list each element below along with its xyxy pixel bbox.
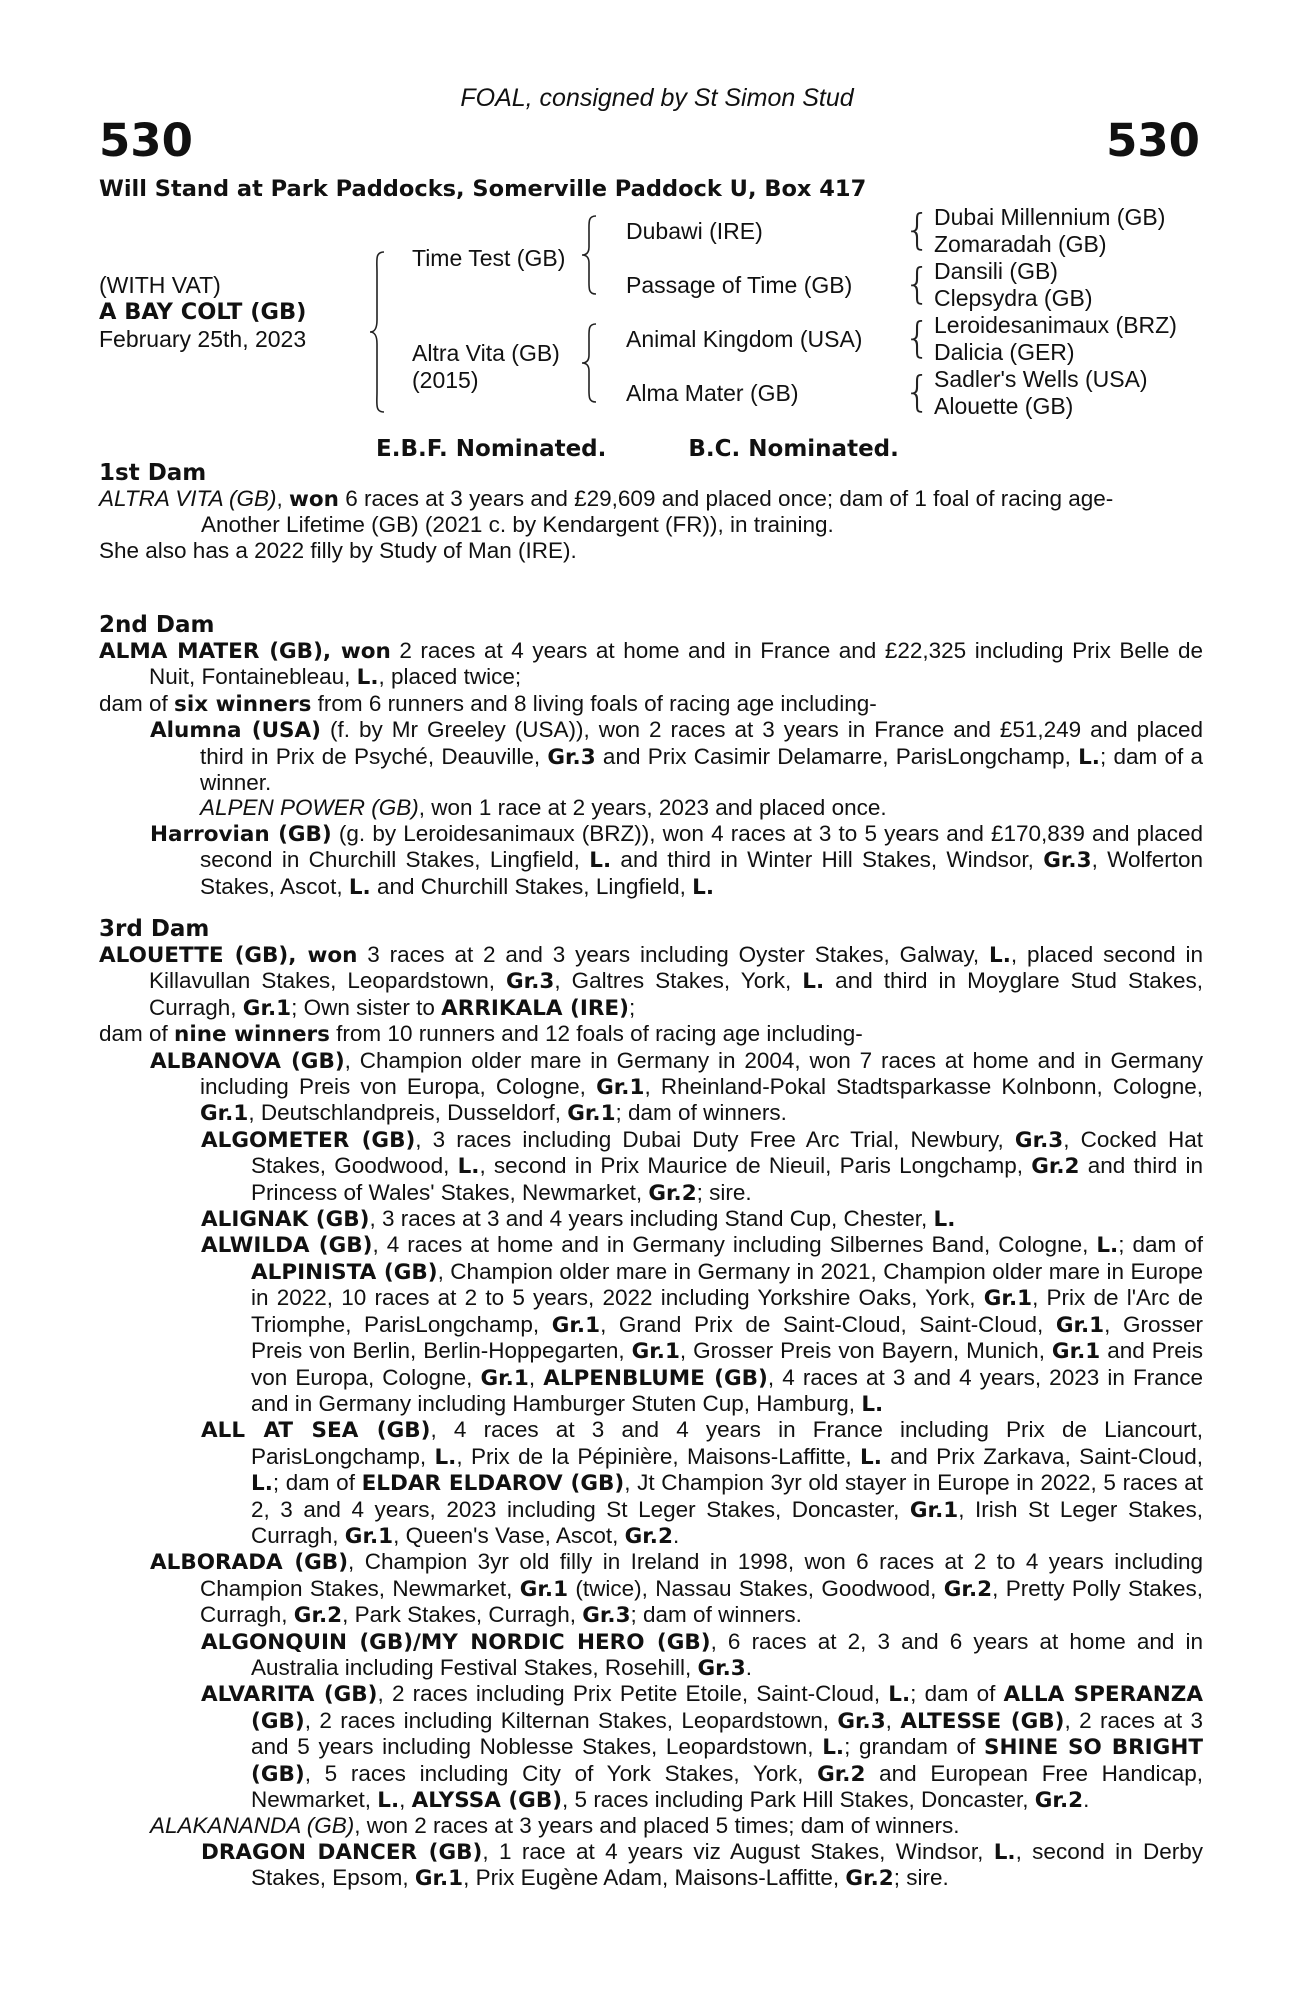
- bold-text: Gr.2: [943, 1576, 993, 1602]
- bold-text: L.: [1078, 744, 1100, 770]
- italic-text: ALPEN POWER (GB): [200, 795, 419, 821]
- bold-text: L.: [933, 1207, 956, 1233]
- bold-text: Gr.2: [648, 1180, 697, 1206]
- bold-text: Gr.1: [242, 995, 292, 1021]
- pedigree-g3-name: Dubai Millennium (GB): [934, 204, 1166, 230]
- bold-text: Gr.1: [909, 1497, 959, 1523]
- entry-text: , Deutschlandpreis, Dusseldorf,: [248, 1100, 568, 1126]
- bold-text: ALWILDA (GB): [201, 1233, 373, 1259]
- entry-text: from 10 runners and 12 foals of racing age including-: [329, 1021, 863, 1047]
- bold-text: Gr.3: [1043, 848, 1092, 874]
- entry-text: ; dam of: [910, 1681, 1004, 1707]
- bold-text: ALGOMETER (GB): [201, 1127, 416, 1153]
- entry-text: , 4 races at 3 and 4 years, 2023 in France and in Germany including Hamburger Stuten Cup, Hamburg,: [251, 1364, 1204, 1416]
- entry-text: from 6 runners and 8 living foals of racing age including-: [311, 690, 877, 716]
- pedigree-dam-year: (2015): [412, 367, 479, 393]
- entry-text: and Churchill Stakes, Lingfield,: [370, 873, 693, 899]
- entry-text: dam of: [99, 1021, 175, 1047]
- bold-text: Gr.2: [817, 1761, 866, 1787]
- bold-text: DRAGON DANCER (GB): [201, 1839, 483, 1865]
- entry-text: , Rheinland-Pokal Stadtsparkasse Kolnbonn, Cologne,: [644, 1074, 1203, 1100]
- bold-text: nine winners: [174, 1022, 330, 1048]
- bold-text: Gr.1: [1051, 1339, 1101, 1365]
- catalogue-entry: [99, 1417, 1203, 1549]
- bold-text: ALBANOVA (GB): [150, 1048, 345, 1074]
- italic-text: ALAKANANDA (GB): [150, 1813, 355, 1839]
- pedigree-g3-name: Dalicia (GER): [934, 339, 1075, 365]
- entry-text: , 3 races including Dubai Duty Free Arc Trial, Newbury,: [415, 1126, 1015, 1152]
- bold-text: Gr.1: [551, 1312, 601, 1338]
- entry-text: , placed twice;: [378, 664, 522, 690]
- entry-text: ,: [276, 486, 290, 511]
- second-dam-heading: 2nd Dam: [99, 612, 215, 638]
- bold-text: L.: [822, 1735, 845, 1761]
- pedigree-g3-name: Sadler's Wells (USA): [934, 366, 1148, 392]
- pedigree-dam: Altra Vita (GB): [412, 340, 560, 366]
- bold-text: Gr.3: [697, 1655, 746, 1681]
- bold-text: ALMA MATER (GB), won: [99, 639, 391, 664]
- catalogue-entry: [99, 1232, 1203, 1417]
- bold-text: ARRIKALA (IRE): [441, 995, 629, 1021]
- catalogue-entry: [99, 1127, 1203, 1206]
- bold-text: Gr.2: [1031, 1154, 1080, 1180]
- entry-text: , Park Stakes, Curragh,: [342, 1602, 583, 1628]
- entry-text: ,: [528, 1364, 544, 1390]
- bold-text: Gr.3: [547, 744, 596, 770]
- entry-text: ; dam of a winner.: [200, 743, 1203, 796]
- entry-text: and European Free Handicap, Newmarket,: [251, 1760, 1203, 1812]
- entry-text: (f. by Mr Greeley (USA)), won 2 races at 3 years in France and £51,249 and placed third in Prix de Psyché, Deauville,: [200, 717, 1203, 769]
- catalogue-entry: [99, 691, 1203, 717]
- pedigree-g3-name: Alouette (GB): [934, 393, 1074, 419]
- entry-text: ; Own sister to: [291, 994, 442, 1020]
- entry-text: 6 races at 3 years and £29,609 and placed once; dam of 1 foal of racing age-: [339, 486, 1114, 511]
- entry-text: , 5 races including Park Hill Stakes, Doncaster,: [562, 1787, 1035, 1812]
- entry-text: , Champion older mare in Germany in 2004, won 7 races at home and in Germany including Preis von Europa, Cologne,: [200, 1047, 1203, 1100]
- bold-text: ALIGNAK (GB): [201, 1207, 370, 1233]
- lot-number-right: 530: [1106, 114, 1200, 167]
- pedigree-brace-g3-4: {: [904, 367, 931, 416]
- entry-text: , 2 races including Kilternan Stakes, Leopardstown,: [304, 1707, 838, 1733]
- bold-text: L.: [888, 1682, 911, 1708]
- bold-text: Gr.3: [837, 1708, 886, 1734]
- catalogue-entry: [99, 1021, 1203, 1047]
- bold-text: Gr.3: [1014, 1127, 1064, 1153]
- entry-text: , won 2 races at 3 years and placed 5 times; dam of winners.: [354, 1813, 960, 1839]
- catalogue-entry: [99, 1206, 1203, 1232]
- entry-text: ; grandam of: [844, 1734, 984, 1760]
- bold-text: ALVARITA (GB): [201, 1682, 378, 1708]
- entry-text: , Grand Prix de Saint-Cloud, Saint-Cloud,: [600, 1311, 1056, 1337]
- pedigree-brace-g3-2: {: [904, 259, 931, 308]
- bold-text: ALYSSA (GB): [411, 1788, 563, 1813]
- entry-text: ; sire.: [696, 1179, 752, 1205]
- entry-text: , Grosser Preis von Berlin, Berlin-Hoppegarten,: [251, 1311, 1203, 1364]
- entry-text: , 3 races at 3 and 4 years including Stand Cup, Chester,: [369, 1206, 934, 1232]
- bold-text: ALOUETTE (GB), won: [99, 943, 358, 968]
- entry-text: (g. by Leroidesanimaux (BRZ)), won 4 races at 3 to 5 years and £170,839 and placed second in Churchill Stakes, Lingfield,: [200, 820, 1203, 873]
- third-dam-body: [99, 942, 1203, 1892]
- catalogue-entry: [99, 1549, 1203, 1628]
- pedigree-sire: Time Test (GB): [412, 245, 566, 271]
- pedigree-g3-name: Clepsydra (GB): [934, 285, 1093, 311]
- first-dam-heading: 1st Dam: [99, 460, 207, 486]
- entry-text: , Jt Champion 3yr old stayer in Europe in 2022, 5 races at 2, 3 and 4 years, 2023 including St Leger Stakes, Doncaster,: [251, 1470, 1203, 1522]
- entry-text: , 6 races at 2, 3 and 6 years at home and in Australia including Festival Stakes, Rosehill,: [251, 1628, 1203, 1680]
- catalogue-entry: [99, 538, 1203, 563]
- bold-text: Gr.2: [293, 1603, 343, 1629]
- bold-text: L.: [802, 969, 825, 995]
- entry-text: , Wolferton Stakes, Ascot,: [200, 847, 1204, 899]
- entry-text: , Grosser Preis von Bayern, Munich,: [679, 1338, 1052, 1364]
- entry-text: , Prix de l'Arc de Triomphe, ParisLongchamp,: [251, 1285, 1203, 1337]
- bold-text: Gr.1: [200, 1101, 249, 1127]
- bold-text: L.: [861, 1391, 884, 1417]
- bold-text: L.: [589, 848, 612, 874]
- entry-text: She also has a 2022 filly by Study of Man (IRE).: [99, 537, 577, 563]
- entry-text: , won 1 race at 2 years, 2023 and placed once.: [418, 795, 887, 821]
- pedigree-dam-dam: Alma Mater (GB): [626, 380, 799, 406]
- pedigree-sire-sire: Dubawi (IRE): [626, 218, 763, 244]
- catalogue-entry: [99, 1681, 1203, 1813]
- bold-text: Gr.2: [845, 1866, 894, 1892]
- bold-text: Gr.1: [1055, 1312, 1105, 1338]
- entry-text: and third in Moyglare Stud Stakes, Curragh,: [149, 968, 1203, 1020]
- bold-text: Alumna (USA): [150, 718, 321, 744]
- entry-text: , 2 races including Prix Petite Etoile, Saint-Cloud,: [377, 1681, 889, 1707]
- entry-text: dam of: [99, 690, 175, 716]
- bold-text: L.: [457, 1154, 480, 1180]
- pedigree-g3-name: Dansili (GB): [934, 258, 1058, 284]
- consignor-line: FOAL, consigned by St Simon Stud: [460, 84, 854, 112]
- entry-text: , Champion older mare in Germany in 2021, Champion older mare in Europe in 2022, 10 races at 2 to 5 years, 2022 including Yorkshire Oaks, York,: [251, 1258, 1203, 1311]
- entry-text: ,: [399, 1787, 412, 1812]
- entry-text: ; sire.: [893, 1865, 949, 1891]
- entry-text: , Prix Eugène Adam, Maisons-Laffitte,: [463, 1865, 846, 1891]
- pedigree-dam-sire: Animal Kingdom (USA): [626, 326, 863, 352]
- entry-text: , 4 races at home and in Germany including Silbernes Band, Cologne,: [372, 1232, 1097, 1258]
- entry-text: , Prix de la Pépinière, Maisons-Laffitte,: [456, 1443, 861, 1469]
- entry-text: , Galtres Stakes, York,: [554, 968, 803, 994]
- bold-text: Gr.1: [631, 1339, 680, 1365]
- bold-text: ELDAR ELDAROV (GB): [361, 1471, 625, 1497]
- bold-text: L.: [860, 1444, 882, 1470]
- entry-text: , 1 race at 4 years viz August Stakes, Windsor,: [482, 1838, 994, 1864]
- catalogue-entry: [99, 512, 1203, 537]
- bold-text: L.: [251, 1471, 273, 1497]
- pedigree-sire-dam: Passage of Time (GB): [626, 272, 853, 298]
- foaling-date: February 25th, 2023: [99, 326, 307, 352]
- bold-text: ALL AT SEA (GB): [201, 1418, 431, 1444]
- stand-location: Will Stand at Park Paddocks, Somerville Paddock U, Box 417: [99, 176, 867, 202]
- bold-text: ALGONQUIN (GB)/MY NORDIC HERO (GB): [201, 1629, 711, 1655]
- bold-text: L.: [356, 665, 379, 691]
- entry-text: .: [1083, 1787, 1090, 1812]
- bold-text: ALTESSE (GB): [900, 1708, 1065, 1734]
- bold-text: ALBORADA (GB): [150, 1550, 349, 1576]
- entry-text: and Prix Casimir Delamarre, ParisLongchamp,: [595, 743, 1079, 769]
- entry-text: , Champion 3yr old filly in Ireland in 1998, won 6 races at 2 to 4 years including Champion Stakes, Newmarket,: [200, 1549, 1204, 1601]
- second-dam-body: [99, 638, 1203, 900]
- entry-text: and Prix Zarkava, Saint-Cloud,: [881, 1443, 1204, 1469]
- bold-text: Gr.1: [344, 1523, 394, 1549]
- entry-text: 3 races at 2 and 3 years including Oyster Stakes, Galway,: [357, 942, 990, 967]
- entry-text: and Preis von Europa, Cologne,: [251, 1338, 1203, 1390]
- catalogue-entry: [99, 717, 1203, 795]
- entry-text: ,: [885, 1707, 901, 1733]
- entry-text: .: [745, 1654, 753, 1680]
- entry-text: , Queen's Vase, Ascot,: [393, 1522, 625, 1548]
- bold-text: Gr.3: [506, 969, 555, 995]
- entry-text: Another Lifetime (GB) (2021 c. by Kendargent (FR)), in training.: [201, 512, 834, 538]
- entry-text: ; dam of winners.: [630, 1602, 802, 1628]
- lot-name: A BAY COLT (GB): [99, 299, 307, 325]
- entry-text: ;: [628, 994, 636, 1020]
- vat-note: (WITH VAT): [99, 272, 221, 298]
- bold-text: Gr.3: [582, 1603, 631, 1629]
- catalogue-entry: [99, 638, 1203, 691]
- bold-text: L.: [993, 1839, 1016, 1865]
- entry-text: ; dam of: [272, 1470, 362, 1496]
- bold-text: L.: [434, 1444, 457, 1470]
- catalogue-entry: [99, 1813, 1203, 1838]
- third-dam-heading: 3rd Dam: [99, 916, 210, 942]
- bold-text: L.: [348, 874, 371, 900]
- bold-text: Gr.1: [414, 1866, 464, 1892]
- entry-text: , Pretty Polly Stakes, Curragh,: [200, 1575, 1203, 1628]
- bold-text: ALLA SPERANZA (GB): [251, 1682, 1203, 1734]
- catalogue-entry: [99, 486, 1203, 512]
- catalogue-entry: [99, 795, 1203, 820]
- entry-text: .: [672, 1522, 680, 1548]
- bc-nomination: B.C. Nominated.: [688, 436, 899, 462]
- italic-text: ALTRA VITA (GB): [99, 486, 277, 511]
- entry-text: and third in Princess of Wales' Stakes, Newmarket,: [251, 1153, 1204, 1205]
- lot-number-left: 530: [99, 114, 193, 167]
- bold-text: L.: [377, 1788, 400, 1813]
- entry-text: , Cocked Hat Stakes, Goodwood,: [251, 1126, 1204, 1179]
- entry-text: , 2 races at 3 and 5 years including Noblesse Stakes, Leopardstown,: [251, 1707, 1203, 1760]
- bold-text: Gr.2: [1034, 1788, 1084, 1813]
- catalogue-entry: [99, 942, 1203, 1021]
- bold-text: ALPINISTA (GB): [251, 1259, 438, 1285]
- catalogue-entry: [99, 1839, 1203, 1892]
- bold-text: L.: [989, 943, 1011, 968]
- catalogue-entry: [99, 821, 1203, 900]
- pedigree-brace-g3-1: {: [904, 205, 931, 254]
- bold-text: Gr.2: [624, 1523, 673, 1549]
- ebf-nomination: E.B.F. Nominated.: [376, 436, 607, 462]
- bold-text: Gr.1: [519, 1576, 569, 1602]
- bold-text: Gr.1: [567, 1101, 616, 1127]
- entry-text: , second in Derby Stakes, Epsom,: [251, 1838, 1203, 1891]
- pedigree-g3-name: Leroidesanimaux (BRZ): [934, 312, 1177, 338]
- entry-text: , second in Prix Maurice de Nieuil, Paris Longchamp,: [479, 1153, 1032, 1179]
- entry-text: ; dam of winners.: [615, 1100, 787, 1126]
- bold-text: L.: [1096, 1233, 1119, 1259]
- entry-text: ; dam of: [1118, 1232, 1203, 1258]
- nominations: [376, 436, 899, 462]
- bold-text: six winners: [174, 691, 312, 717]
- bold-text: Gr.1: [596, 1075, 645, 1101]
- bold-text: Harrovian (GB): [150, 821, 332, 847]
- entry-text: and third in Winter Hill Stakes, Windsor,: [611, 847, 1044, 873]
- entry-text: , 5 races including City of York Stakes, York,: [304, 1760, 818, 1786]
- catalogue-entry: [99, 1048, 1203, 1127]
- catalogue-entry: [99, 1629, 1203, 1682]
- bold-text: SHINE SO BRIGHT (GB): [251, 1735, 1203, 1787]
- pedigree-brace-g3-3: {: [904, 313, 931, 362]
- entry-text: , Irish St Leger Stakes, Curragh,: [251, 1496, 1203, 1548]
- bold-text: Gr.1: [983, 1286, 1033, 1312]
- bold-text: ALPENBLUME (GB): [543, 1365, 768, 1391]
- pedigree-g3-name: Zomaradah (GB): [934, 231, 1107, 257]
- first-dam-body: [99, 486, 1203, 563]
- bold-text: won: [289, 487, 339, 512]
- bold-text: L.: [692, 874, 715, 900]
- entry-text: 2 races at 4 years at home and in France and £22,325 including Prix Belle de Nuit, Fontainebleau,: [149, 638, 1203, 690]
- entry-text: , 4 races at 3 and 4 years in France including Prix de Liancourt, ParisLongchamp,: [251, 1417, 1203, 1469]
- entry-text: , placed second in Killavullan Stakes, Leopardstown,: [149, 942, 1204, 994]
- entry-text: (twice), Nassau Stakes, Goodwood,: [568, 1575, 944, 1601]
- bold-text: Gr.1: [480, 1365, 529, 1391]
